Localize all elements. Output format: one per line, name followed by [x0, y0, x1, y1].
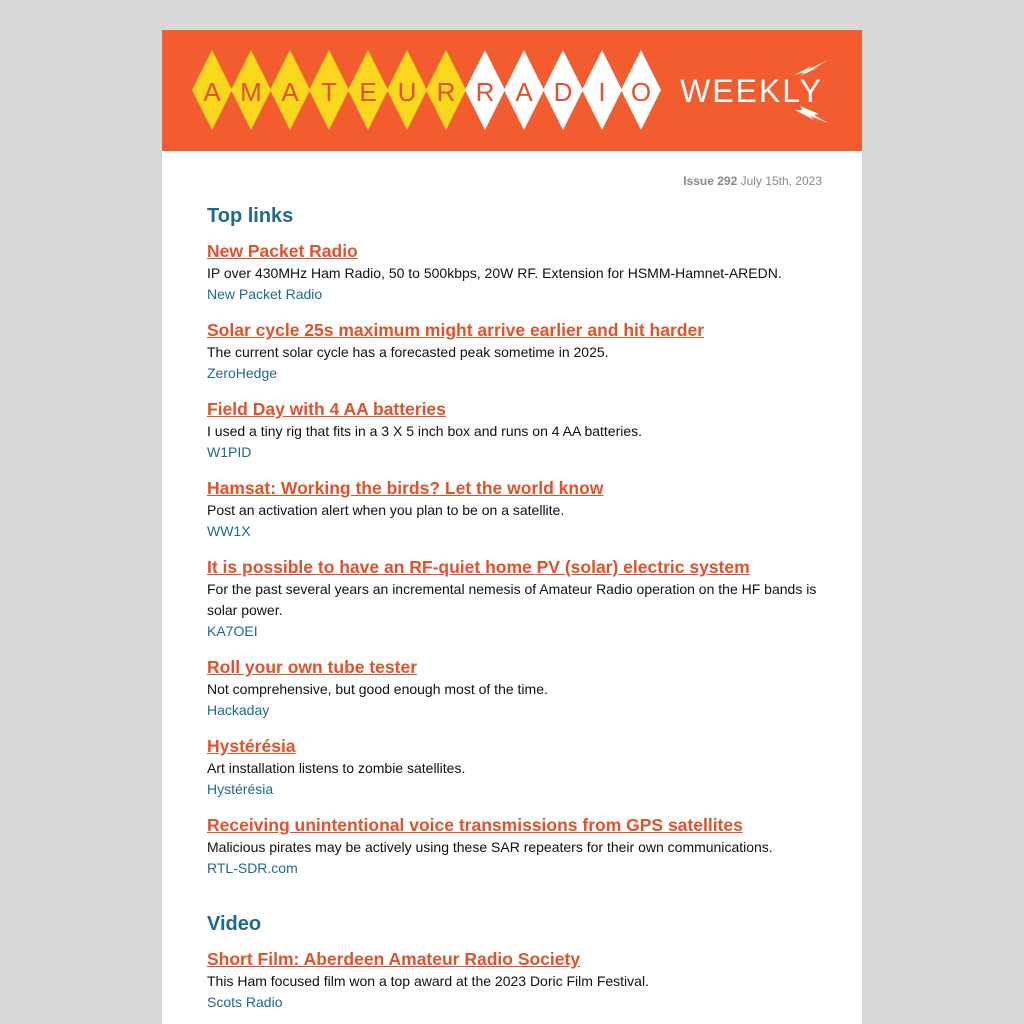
- article-description: Malicious pirates may be actively using these SAR repeaters for their own communications.: [207, 839, 773, 855]
- article-link[interactable]: Short Film: Aberdeen Amateur Radio Society: [207, 949, 581, 969]
- article-description: Not comprehensive, but good enough most of the time.: [207, 681, 548, 697]
- list-item: [207, 398, 822, 463]
- article-link[interactable]: It is possible to have an RF-quiet home PV (solar) electric system: [207, 557, 750, 577]
- issue-info: [683, 174, 822, 188]
- logo-letter: A: [203, 77, 221, 107]
- source-link[interactable]: WW1X: [207, 523, 251, 539]
- article-link[interactable]: Receiving unintentional voice transmissions from GPS satellites: [207, 815, 743, 835]
- article-link[interactable]: New Packet Radio: [207, 241, 358, 261]
- logo-letter: R: [475, 77, 495, 107]
- logo: [162, 30, 862, 151]
- logo-letter: D: [553, 77, 573, 107]
- logo-letter: T: [321, 77, 337, 107]
- source-link[interactable]: New Packet Radio: [207, 286, 323, 302]
- list-item: [207, 319, 822, 384]
- logo-letter: R: [436, 77, 456, 107]
- issue-date: July 15th, 2023: [740, 174, 822, 188]
- article-description: IP over 430MHz Ham Radio, 50 to 500kbps, 20W RF. Extension for HSMM-Hamnet-AREDN.: [207, 265, 782, 281]
- article-link[interactable]: Hamsat: Working the birds? Let the world know: [207, 478, 604, 498]
- list-item: [207, 477, 822, 542]
- logo-letter: E: [359, 77, 377, 107]
- list-item: [207, 556, 822, 642]
- logo-letter: O: [630, 77, 652, 107]
- logo-letter: U: [397, 77, 417, 107]
- issue-number: Issue 292: [683, 174, 738, 188]
- list-item: [207, 948, 822, 1013]
- newsletter-email: [162, 30, 862, 1024]
- article-description: This Ham focused film won a top award at the 2023 Doric Film Festival.: [207, 973, 649, 989]
- article-description: Art installation listens to zombie satellites.: [207, 760, 466, 776]
- list-item: [207, 656, 822, 721]
- article-link[interactable]: Solar cycle 25s maximum might arrive earlier and hit harder: [207, 320, 705, 340]
- source-link[interactable]: Scots Radio: [207, 994, 283, 1010]
- source-link[interactable]: ZeroHedge: [207, 365, 278, 381]
- newsletter-banner: [162, 30, 862, 151]
- article-link[interactable]: Field Day with 4 AA batteries: [207, 399, 446, 419]
- source-link[interactable]: Hackaday: [207, 702, 270, 718]
- article-link[interactable]: Roll your own tube tester: [207, 657, 418, 677]
- source-link[interactable]: Hystérésia: [207, 781, 274, 797]
- article-link[interactable]: Hystérésia: [207, 736, 296, 756]
- list-item: [207, 735, 822, 800]
- article-description: The current solar cycle has a forecasted peak sometime in 2025.: [207, 344, 609, 360]
- logo-letter: A: [281, 77, 299, 107]
- article-description: I used a tiny rig that fits in a 3 X 5 inch box and runs on 4 AA batteries.: [207, 423, 643, 439]
- section-title-video: Video: [207, 913, 262, 935]
- source-link[interactable]: KA7OEI: [207, 623, 258, 639]
- article-description: For the past several years an incremental nemesis of Amateur Radio operation on the HF bands is solar power.: [207, 581, 817, 618]
- article-description: Post an activation alert when you plan to be on a satellite.: [207, 502, 565, 518]
- section-title-top-links: Top links: [207, 205, 294, 227]
- logo-weekly-word: WEEKLY: [680, 73, 823, 109]
- list-item: [207, 240, 822, 305]
- logo-letter: M: [240, 77, 262, 107]
- logo-letter: A: [515, 77, 533, 107]
- logo-letter: I: [598, 77, 606, 107]
- source-link[interactable]: RTL-SDR.com: [207, 860, 298, 876]
- source-link[interactable]: W1PID: [207, 444, 252, 460]
- list-item: [207, 814, 822, 879]
